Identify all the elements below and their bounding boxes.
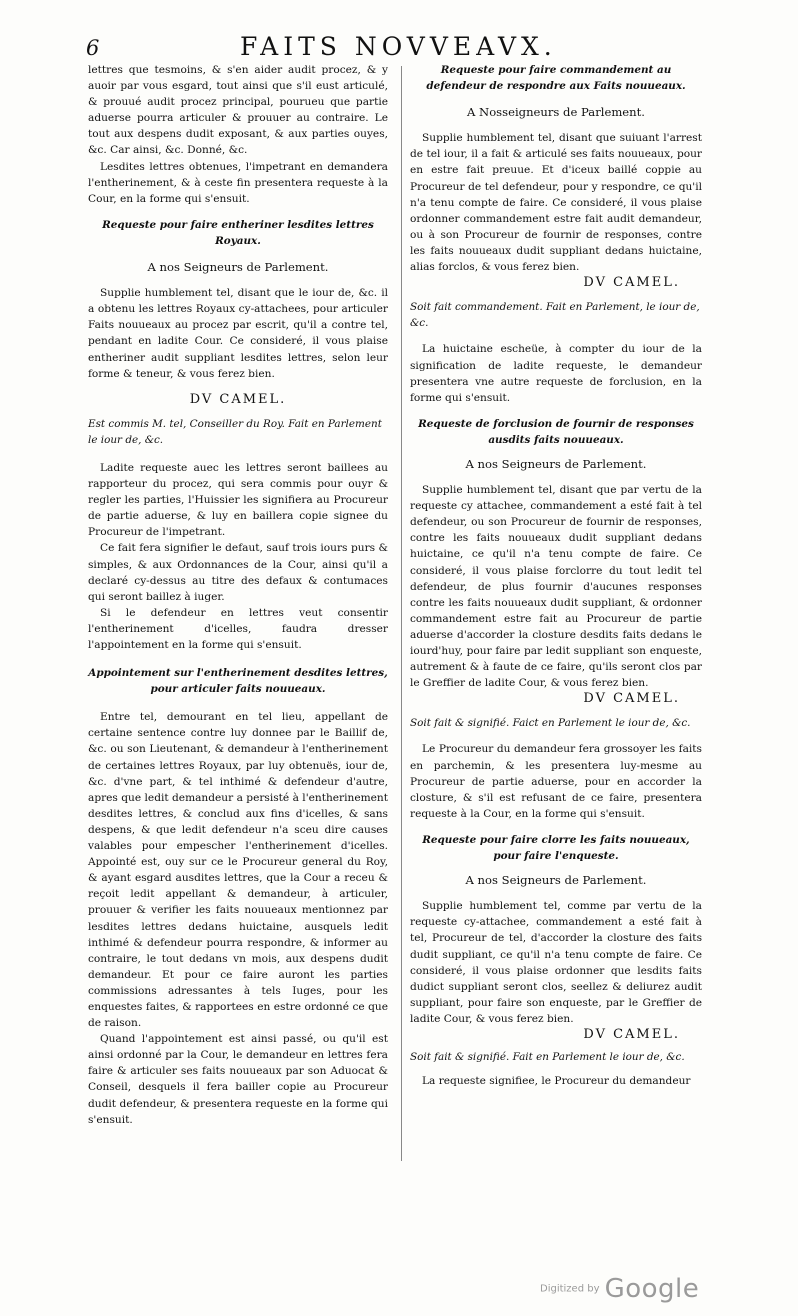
right-paragraph-2: La huictaine escheüe, à compter du iour de la signification de ladite requeste, le demandeur presentera vne autre requeste de forclusion, en la forme qui s'ensuit. [410,343,702,404]
right-order-2: Soit fait & signifié. Faict en Parlement le iour de, &c. [410,717,691,730]
running-head: FAITS NOVVEAVX. [240,32,557,61]
left-paragraph-8: Quand l'appointement est ainsi passé, ou qu'il est ainsi ordonné par la Cour, le demandeur en lettres fera faire & articuler ses faits nouueaux par son Aduocat & Conseil, desquels il fera bailler copie au Procureur dudit defendeur, & presentera requeste en la forme qui s'ensuit. [88,1033,388,1126]
left-paragraph-5: Ce fait fera signifier le defaut, sauf trois iours purs & simples, & aux Ordonnances de la Cour, ainsi qu'il a declaré cy-dessus au titre des defaux & contumaces qui seront baillez à iuger. [88,542,388,603]
page-number: 6 [86,36,100,60]
right-signature-2: DV CAMEL. [583,691,680,707]
right-heading-2: Requeste de forclusion de fournir de responses ausdits faits nouueaux. [418,417,694,446]
right-title-1: A Nosseigneurs de Parlement. [467,105,645,120]
right-title-2: A nos Seigneurs de Parlement. [465,456,647,471]
digitized-label: Digitized by [540,1283,600,1295]
right-order-1: Soit fait commandement. Fait en Parlement, le iour de, &c. [410,301,700,330]
left-order-1: Est commis M. tel, Conseiller du Roy. Fait en Parlement le iour de, &c. [88,417,382,446]
right-signature-3: DV CAMEL. [583,1026,680,1042]
right-heading-1: Requeste pour faire commandement au defendeur de respondre aux Faits nouueaux. [426,64,686,93]
left-column [88,62,388,1128]
left-paragraph-6: Si le defendeur en lettres veut consentir l'entherinement d'icelles, faudra dresser l'appointement en la forme qui s'ensuit. [88,606,388,651]
right-paragraph-4: Le Procureur du demandeur fera grossoyer les faits en parchemin, & les presentera luy-mesme au Procureur de partie aduerse, pour en accorder la closture, & s'il est refusant de ce faire, presentera requeste à la Cour, en la forme qui s'ensuit. [410,743,702,820]
right-paragraph-3: Supplie humblement tel, disant que par vertu de la requeste cy attachee, commandement a esté fait à tel defendeur, ou son Procureur de fournir de responses, contre les faits nouueaux dudit suppliant dedans huictaine, ce qu'il n'a tenu compte de faire. Ce consideré, il vous plaise forclorre du tout ledit tel defendeur, de plus fournir d'aucunes responses contre les faits nouueaux dudit suppliant, & ordonner commandement estre fait au Procureur de partie aduerse d'accorder la closture desdits faits dedans le iourd'huy, pour faire par ledit suppliant son enqueste, autrement & à faute de ce faire, qu'ils seront clos par le Greffier de ladite Cour, & vous ferez bien. [410,484,702,690]
right-signature-1: DV CAMEL. [583,275,680,291]
right-column [410,62,702,1089]
column-divider [401,66,402,1161]
left-paragraph-7: Entre tel, demourant en tel lieu, appellant de certaine sentence contre luy donnee par le Baillif de, &c. ou son Lieutenant, & demandeur à l'entherinement de certaines lettres Royaux, par luy obtenuës, iour de, &c. d'vne part, & tel inthimé & defendeur d'autre, apres que ledit demandeur a persisté à l'entherinement desdites lettres, & conclud aux fins d'icelles, & sans despens, & que ledit defendeur n'a sceu dire causes valables pour empescher l'entherinement d'icelles. Appointé est, ouy sur ce le Procureur general du Roy, & ayant esgard ausdites lettres, que la Cour a receu & reçoit ledit appellant & demandeur, à articuler, prouuer & verifier les faits nouueaux mentionnez par lesdites lettres dedans huictaine, ausquels ledit inthimé & defendeur pourra respondre, & informer au contraire, le tout dedans vn mois, aux despens dudit demandeur. Et pour ce faire auront les parties commissions adressantes à tels Iuges, pour les enquestes faites, & rapportees en estre ordonné ce que de raison. [88,711,388,1030]
right-title-3: A nos Seigneurs de Parlement. [465,873,647,888]
google-logo: Google [604,1274,700,1304]
right-order-3: Soit fait & signifié. Fait en Parlement le iour de, &c. [410,1051,685,1064]
right-paragraph-6: La requeste signifiee, le Procureur du demandeur [422,1075,691,1088]
left-paragraph-2: Lesdites lettres obtenues, l'impetrant en demandera l'entherinement, & à ceste fin presentera requeste à la Cour, en la forme qui s'ensuit. [88,160,388,205]
left-title-1: A nos Seigneurs de Parlement. [147,260,329,275]
left-paragraph-4: Ladite requeste auec les lettres seront baillees au rapporteur du procez, qui sera commis pour ouyr & regler les parties, l'Huissier les signifiera au Procureur de partie aduerse, & luy en baillera copie signee du Procureur de l'impetrant. [88,461,388,539]
digitized-by-google-watermark [540,1274,699,1304]
right-paragraph-1: Supplie humblement tel, disant que suiuant l'arrest de tel iour, il a fait & articulé ses faits nouueaux, pour en estre fait preuue. Et d'iceux baillé coppie au Procureur de tel defendeur, pour y respondre, ce qu'il n'a tenu compte de faire. Ce consideré, il vous plaise ordonner commandement estre fait audit demandeur, ou à son Procureur de fournir de responses, contre les faits nouueaux dudit suppliant dedans huictaine, alias forclos, & vous ferez bien. [410,132,702,274]
right-heading-3: Requeste pour faire clorre les faits nouueaux, pour faire l'enqueste. [422,833,690,863]
left-signature-1: DV CAMEL. [189,391,287,407]
left-heading-2: Appointement sur l'entherinement desdites lettres, pour articuler faits nouueaux. [88,667,388,696]
left-paragraph-3: Supplie humblement tel, disant que le iour de, &c. il a obtenu les lettres Royaux cy-attachees, pour articuler Faits nouueaux au procez par escrit, qu'il a contre tel, pendant en ladite Cour. Ce consideré, il vous plaise entheriner audit suppliant lesdites lettres, selon leur forme & teneur, & vous ferez bien. [88,287,388,380]
right-paragraph-5: Supplie humblement tel, comme par vertu de la requeste cy-attachee, commandement a esté fait à tel, Procureur de tel, d'accorder la closture des faits dudit suppliant, ce qu'il n'a tenu compte de faire. Ce consideré, il vous plaise ordonner que lesdits faits dudict suppliant seront clos, seellez & deliurez audit suppliant, pour faire son enqueste, par le Greffier de ladite Cour, & vous ferez bien. [410,900,702,1025]
left-paragraph-1: lettres que tesmoins, & s'en aider audit procez, & y auoir par vous esgard, tout ainsi que s'il eust articulé, & prouué audit procez principal, pourueu que partie aduerse pourra articuler & prouuer au contraire. Le tout aux despens dudit exposant, & aux parties ouyes, &c. Car ainsi, &c. Donné, &c. [88,64,388,157]
left-heading-1: Requeste pour faire entheriner lesdites lettres Royaux. [102,218,374,247]
